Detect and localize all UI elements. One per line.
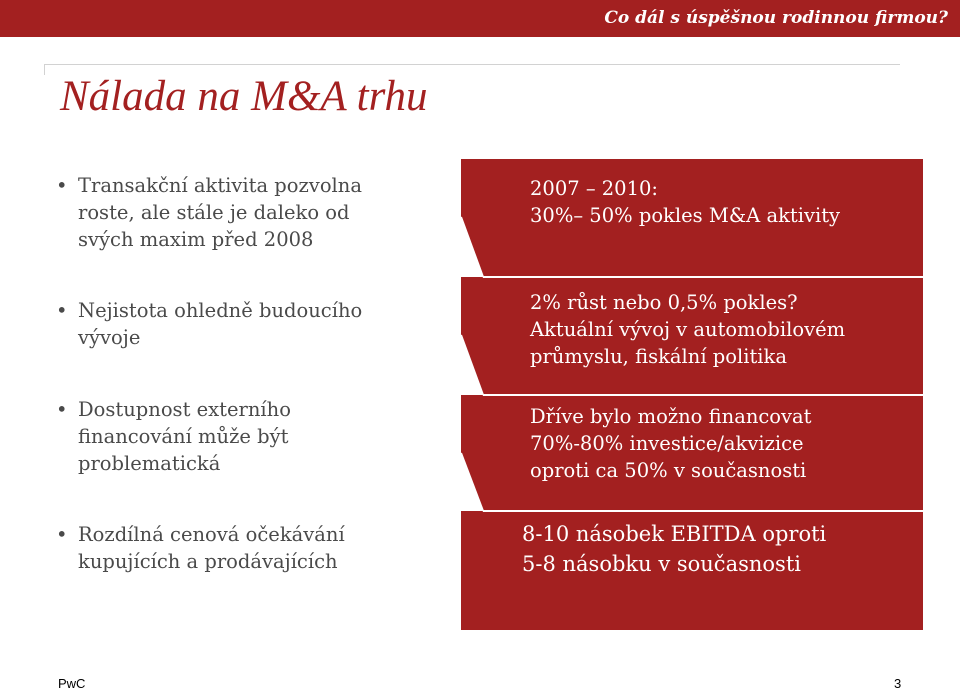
panel-line: 2007 – 2010: [530,177,658,200]
panel-line: 30%– 50% pokles M&A aktivity [530,204,841,227]
title-divider [44,64,900,65]
header-banner [0,0,960,37]
bullet-line: svých maxim před 2008 [78,228,314,251]
panel-line: 8-10 násobek EBITDA oproti [522,522,827,546]
bullet-item [56,396,448,477]
bullet-line: kupujících a prodávajících [78,550,338,573]
footer-brand: PwC [58,676,86,691]
arrow-chevron-panel [461,159,923,630]
bullet-line: • Rozdílná cenová očekávání [78,523,345,546]
bullet-item [56,521,448,575]
header-tagline: Co dál s úspěšnou rodinnou firmou? [604,8,948,28]
bullet-line: • Transakční aktivita pozvolna [78,174,362,197]
slide-title: Nálada na M&A trhu [60,73,428,120]
panel-line: 2% růst nebo 0,5% pokles? [530,291,798,314]
bullet-item [56,172,448,253]
bullet-line: financování může být [78,425,289,448]
panel-line: Aktuální vývoj v automobilovém [530,318,846,341]
bullet-line: • Nejistota ohledně budoucího [78,299,363,322]
page-number: 3 [894,676,902,691]
panel-line: 70%-80% investice/akvizice [530,432,804,455]
panel-line: oproti ca 50% v současnosti [530,459,807,482]
bullet-line: vývoje [78,326,141,349]
bullet-line: problematická [78,452,221,475]
panel-item [530,289,845,370]
panel-item [522,519,826,579]
bullet-line: roste, ale stále je daleko od [78,201,350,224]
bullet-item [56,297,448,351]
panel-line: průmyslu, fiskální politika [530,345,787,368]
panel-line: Dříve bylo možno financovat [530,405,812,428]
bullet-line: • Dostupnost externího [78,398,291,421]
panel-item [530,403,812,484]
panel-line: 5-8 násobku v současnosti [522,552,801,576]
panel-item [530,175,840,229]
title-divider-tick [44,64,45,75]
